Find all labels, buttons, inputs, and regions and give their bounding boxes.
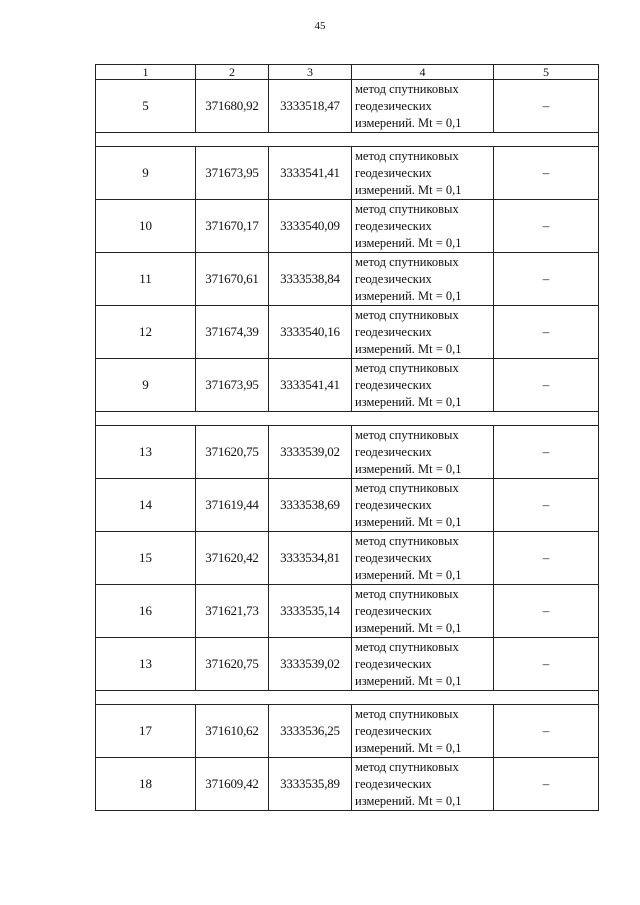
method-text-line: метод спутниковых <box>355 360 459 375</box>
separator-cell <box>96 133 599 147</box>
accuracy-note-cell: – <box>494 585 599 638</box>
method-cell <box>352 253 494 306</box>
x-coordinate-cell: 371670,17 <box>196 200 269 253</box>
method-text-line: метод спутниковых <box>355 427 459 442</box>
y-coordinate-cell: 3333541,41 <box>269 359 352 412</box>
y-coordinate-cell: 3333536,25 <box>269 705 352 758</box>
point-number-cell: 9 <box>96 147 196 200</box>
accuracy-note-cell: – <box>494 200 599 253</box>
method-text-line: метод спутниковых <box>355 586 459 601</box>
x-coordinate-cell: 371620,75 <box>196 638 269 691</box>
method-text-line: геодезических <box>355 723 432 738</box>
method-text-line: геодезических <box>355 324 432 339</box>
y-coordinate-cell: 3333540,09 <box>269 200 352 253</box>
method-text-line: геодезических <box>355 165 432 180</box>
method-cell <box>352 479 494 532</box>
method-cell <box>352 585 494 638</box>
method-text-line: геодезических <box>355 444 432 459</box>
method-text-line: геодезических <box>355 603 432 618</box>
method-text-line: метод спутниковых <box>355 706 459 721</box>
point-number-cell: 9 <box>96 359 196 412</box>
method-text-line: геодезических <box>355 98 432 113</box>
method-text-line: измерений. Mt = 0,1 <box>355 793 462 808</box>
method-text-line: метод спутниковых <box>355 480 459 495</box>
y-coordinate-cell: 3333540,16 <box>269 306 352 359</box>
group-separator-row <box>96 412 599 426</box>
point-number-cell: 11 <box>96 253 196 306</box>
y-coordinate-cell: 3333518,47 <box>269 80 352 133</box>
point-number-cell: 12 <box>96 306 196 359</box>
x-coordinate-cell: 371673,95 <box>196 359 269 412</box>
accuracy-note-cell: – <box>494 758 599 811</box>
method-text-line: геодезических <box>355 656 432 671</box>
coordinates-table <box>95 64 599 811</box>
method-cell <box>352 306 494 359</box>
x-coordinate-cell: 371680,92 <box>196 80 269 133</box>
accuracy-note-cell: – <box>494 147 599 200</box>
accuracy-note-cell: – <box>494 638 599 691</box>
method-text-line: метод спутниковых <box>355 148 459 163</box>
y-coordinate-cell: 3333539,02 <box>269 426 352 479</box>
header-cell-4: 4 <box>352 65 494 80</box>
group-separator-row <box>96 691 599 705</box>
method-text-line: метод спутниковых <box>355 639 459 654</box>
method-text-line: измерений. Mt = 0,1 <box>355 235 462 250</box>
table-row <box>96 80 599 133</box>
coordinates-table-body <box>96 65 599 811</box>
method-text-line: измерений. Mt = 0,1 <box>355 514 462 529</box>
method-cell <box>352 638 494 691</box>
accuracy-note-cell: – <box>494 359 599 412</box>
method-text-line: измерений. Mt = 0,1 <box>355 740 462 755</box>
method-text-line: геодезических <box>355 271 432 286</box>
point-number-cell: 15 <box>96 532 196 585</box>
accuracy-note-cell: – <box>494 532 599 585</box>
y-coordinate-cell: 3333535,14 <box>269 585 352 638</box>
y-coordinate-cell: 3333538,84 <box>269 253 352 306</box>
method-text-line: геодезических <box>355 218 432 233</box>
header-row <box>96 65 599 80</box>
y-coordinate-cell: 3333538,69 <box>269 479 352 532</box>
accuracy-note-cell: – <box>494 80 599 133</box>
method-cell <box>352 758 494 811</box>
method-cell <box>352 532 494 585</box>
table-row <box>96 532 599 585</box>
method-cell <box>352 80 494 133</box>
method-text-line: геодезических <box>355 497 432 512</box>
method-text-line: метод спутниковых <box>355 254 459 269</box>
method-text-line: измерений. Mt = 0,1 <box>355 461 462 476</box>
method-text-line: измерений. Mt = 0,1 <box>355 288 462 303</box>
method-text-line: геодезических <box>355 377 432 392</box>
separator-cell <box>96 691 599 705</box>
page-number: 45 <box>314 20 326 32</box>
x-coordinate-cell: 371620,42 <box>196 532 269 585</box>
method-text-line: метод спутниковых <box>355 307 459 322</box>
method-text-line: измерений. Mt = 0,1 <box>355 620 462 635</box>
method-text-line: измерений. Mt = 0,1 <box>355 673 462 688</box>
header-cell-2: 2 <box>196 65 269 80</box>
point-number-cell: 16 <box>96 585 196 638</box>
x-coordinate-cell: 371619,44 <box>196 479 269 532</box>
method-cell <box>352 359 494 412</box>
y-coordinate-cell: 3333539,02 <box>269 638 352 691</box>
method-text-line: измерений. Mt = 0,1 <box>355 341 462 356</box>
x-coordinate-cell: 371620,75 <box>196 426 269 479</box>
point-number-cell: 18 <box>96 758 196 811</box>
method-text-line: метод спутниковых <box>355 533 459 548</box>
method-text-line: метод спутниковых <box>355 201 459 216</box>
table-row <box>96 306 599 359</box>
table-row <box>96 253 599 306</box>
accuracy-note-cell: – <box>494 253 599 306</box>
x-coordinate-cell: 371610,62 <box>196 705 269 758</box>
method-text-line: измерений. Mt = 0,1 <box>355 115 462 130</box>
table-row <box>96 359 599 412</box>
method-text-line: метод спутниковых <box>355 81 459 96</box>
table-row <box>96 479 599 532</box>
point-number-cell: 14 <box>96 479 196 532</box>
method-cell <box>352 426 494 479</box>
method-text-line: метод спутниковых <box>355 759 459 774</box>
method-cell <box>352 200 494 253</box>
table-row <box>96 758 599 811</box>
table-row <box>96 200 599 253</box>
method-cell <box>352 147 494 200</box>
method-text-line: измерений. Mt = 0,1 <box>355 567 462 582</box>
method-cell <box>352 705 494 758</box>
table-row <box>96 585 599 638</box>
method-text-line: геодезических <box>355 776 432 791</box>
method-text-line: измерений. Mt = 0,1 <box>355 394 462 409</box>
header-cell-5: 5 <box>494 65 599 80</box>
group-separator-row <box>96 133 599 147</box>
separator-cell <box>96 412 599 426</box>
y-coordinate-cell: 3333541,41 <box>269 147 352 200</box>
x-coordinate-cell: 371674,39 <box>196 306 269 359</box>
x-coordinate-cell: 371609,42 <box>196 758 269 811</box>
y-coordinate-cell: 3333534,81 <box>269 532 352 585</box>
point-number-cell: 10 <box>96 200 196 253</box>
table-row <box>96 705 599 758</box>
point-number-cell: 17 <box>96 705 196 758</box>
header-cell-1: 1 <box>96 65 196 80</box>
accuracy-note-cell: – <box>494 479 599 532</box>
accuracy-note-cell: – <box>494 426 599 479</box>
accuracy-note-cell: – <box>494 306 599 359</box>
point-number-cell: 13 <box>96 638 196 691</box>
x-coordinate-cell: 371670,61 <box>196 253 269 306</box>
x-coordinate-cell: 371621,73 <box>196 585 269 638</box>
x-coordinate-cell: 371673,95 <box>196 147 269 200</box>
table-row <box>96 638 599 691</box>
method-text-line: геодезических <box>355 550 432 565</box>
point-number-cell: 5 <box>96 80 196 133</box>
table-row <box>96 147 599 200</box>
y-coordinate-cell: 3333535,89 <box>269 758 352 811</box>
table-row <box>96 426 599 479</box>
header-cell-3: 3 <box>269 65 352 80</box>
accuracy-note-cell: – <box>494 705 599 758</box>
point-number-cell: 13 <box>96 426 196 479</box>
method-text-line: измерений. Mt = 0,1 <box>355 182 462 197</box>
